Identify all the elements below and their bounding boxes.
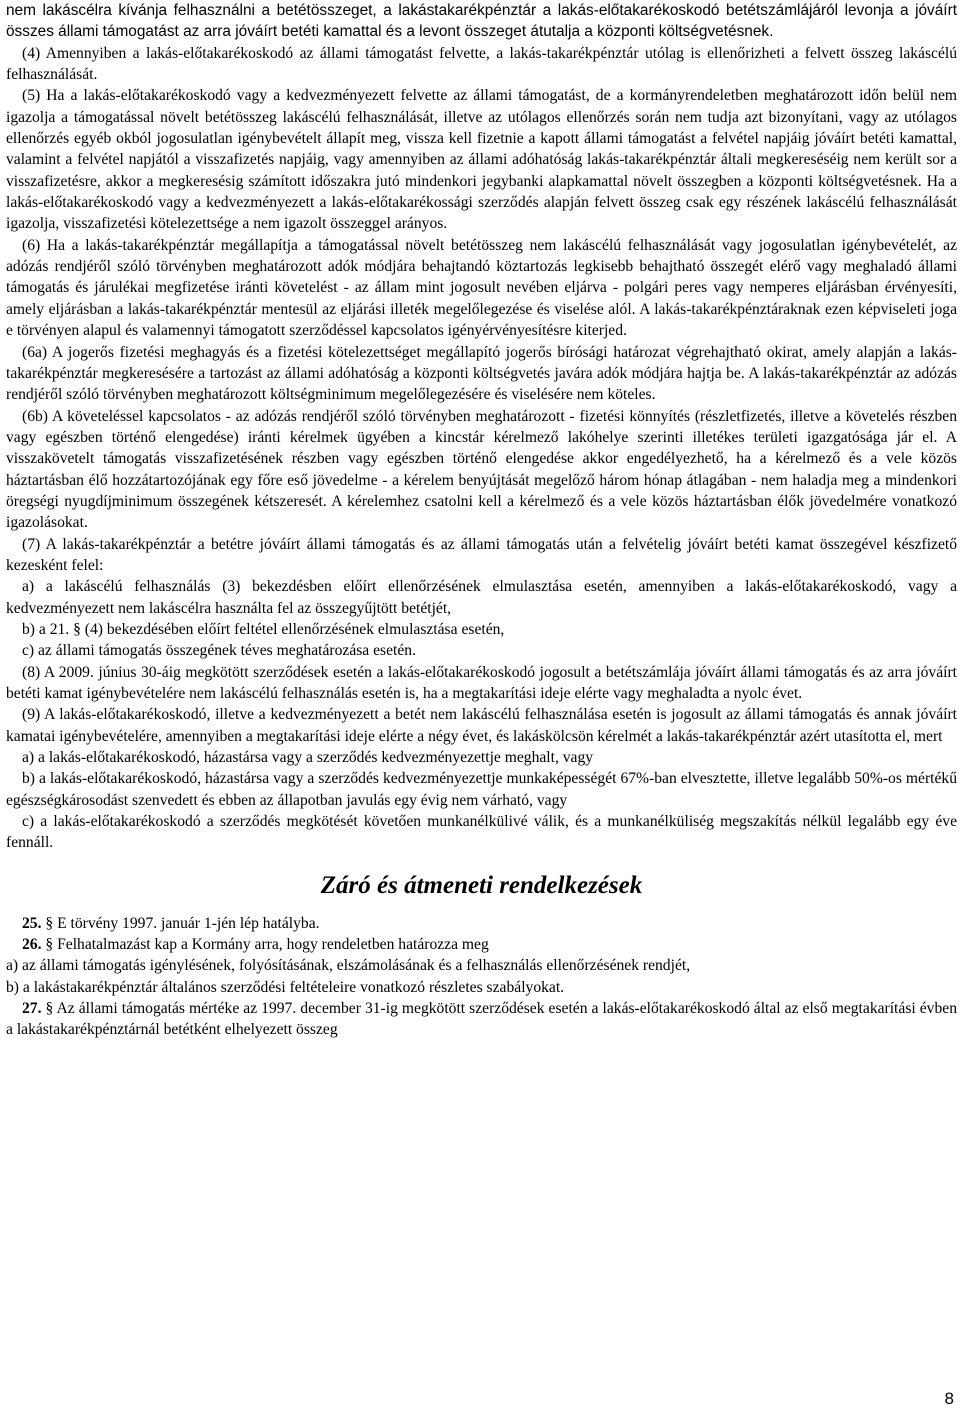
- section-heading: Záró és átmeneti rendelkezések: [320, 871, 643, 899]
- section-26: [6, 934, 957, 955]
- paragraph-6: (6) Ha a lakás-takarékpénztár megállapítja a támogatással növelt betétösszeg nem lakáscélú felhasználását vagy jogosulatlan igénybevételét, az adózás rendjéről szóló törvényben meghatározott adók módjára behajtandó köztartozás legkisebb behajtható összegét elérő vagy meghaladó állami támogatás és járulékai megfizetése iránti követelést - az állam mint jogosult nevében eljárva - polgári peres vagy nemperes eljárásban érvényesíti, amely eljárásban a lakás-takarékpénztár mentesül az eljárási illeték megelőlegezése és viselése alól. A lakás-takarékpénztáraknak ezen képviseleti joga e törvényen alapul és valamennyi támogatott szerződéssel kapcsolatos igényérvényesítésre kiterjed.: [6, 236, 957, 340]
- paragraph-7-item-c: c) az állami támogatás összegének téves meghatározása esetén.: [22, 642, 416, 660]
- page-number: 8: [944, 1389, 954, 1408]
- section-25: [6, 913, 957, 934]
- section-26-number: 26.: [22, 936, 42, 954]
- section-27-number: 27.: [22, 1000, 42, 1018]
- section-27: [6, 998, 957, 1041]
- paragraph-8: (8) A 2009. június 30-áig megkötött szerződések esetén a lakás-előtakarékoskodó jogosult a betétszámlája jóváírt állami támogatás és az arra jóváírt betéti kamat igénybevételére nem lakáscélú felhasználás esetén is, ha a megtakarítási ideje elérte vagy meghaladta a nyolc évet.: [6, 663, 957, 702]
- paragraph-9: (9) A lakás-előtakarékoskodó, illetve a kedvezményezett a betét nem lakáscélú felhasználása esetén is jogosult az állami támogatás és annak jóváírt kamatai igénybevételére, amennyiben a megtakarítási ideje elérte a négy évet, és lakáskölcsön kérelmét a lakás-takarékpénztár azért utasította el, mert: [6, 706, 957, 745]
- section-26-text: § Felhatalmazást kap a Kormány arra, hogy rendeletben határozza meg: [45, 936, 489, 954]
- paragraph-7-item-b: b) a 21. § (4) bekezdésében előírt feltétel ellenőrzésének elmulasztása esetén,: [22, 620, 505, 638]
- section-27-text: § Az állami támogatás mértéke az 1997. december 31-ig megkötött szerződések esetén a lakás-előtakarékoskodó által az első megtakarítási évben a lakástakarékpénztárnál betétként elhelyezett összeg: [6, 1000, 957, 1039]
- section-26-item-b: b) a lakástakarékpénztár általános szerződési feltételeire vonatkozó részletes szabályokat.: [6, 978, 565, 996]
- section-26-item-a: a) az állami támogatás igénylésének, folyósításának, elszámolásának és a felhasználás ellenőrzésének rendjét,: [6, 957, 691, 975]
- section-25-text: § E törvény 1997. január 1-jén lép hatályba.: [45, 914, 320, 932]
- paragraph-9-item-c: c) a lakás-előtakarékoskodó a szerződés megkötését követően munkanélkülivé válik, és a munkanélküliség megszakítás nélkül legalább egy éve fennáll.: [6, 813, 957, 852]
- paragraph-7: (7) A lakás-takarékpénztár a betétre jóváírt állami támogatás és az állami támogatás után a felvételig jóváírt betéti kamat összegével készfizető kezesként felel:: [6, 535, 957, 574]
- document-page: [6, 0, 957, 1041]
- paragraph-continuation: nem lakáscélra kívánja felhasználni a betétösszeget, a lakástakarékpénztár a lakás-előtakarékoskodó betétszámlájáról levonja a jóváírt összes állami támogatást az arra jóváírt betéti kamattal és a levont összeget átutalja a központi költségvetésnek.: [6, 2, 957, 41]
- paragraph-9-item-a: a) a lakás-előtakarékoskodó, házastársa vagy a szerződés kedvezményezettje meghalt, vagy: [22, 749, 594, 767]
- paragraph-5: (5) Ha a lakás-előtakarékoskodó vagy a kedvezményezett felvette az állami támogatást, de a kormányrendeletben meghatározott időn belül nem igazolja a támogatással növelt betétösszeg lakáscélú felhasználását, illetve az utólagos ellenőrzés során nem tudja azt bizonyítani, vagy az utólagos ellenőrzés egyéb okból jogosulatlan igénybevételt állapít meg, vissza kell fizetnie a kapott állami támogatást a felvétel napjáig jóváírt betéti kamattal, valamint a felvétel napjától a visszafizetés napjáig, vagy amennyiben az állami adóhatóság lakás-takarékpénztár általi megkereséséig nem került sor a visszafizetésre, akkor a megkeresésig számított időszakra jutó mindenkori jegybanki alapkamattal növelt összegben a központi költségvetésnek. Ha a lakás-előtakarékoskodó vagy a kedvezményezett a lakás-előtakarékossági szerződés alapján felvett összeg csak egy részének lakáscélú felhasználását igazolja, visszafizetési kötelezettsége a nem igazolt összeggel arányos.: [6, 87, 957, 233]
- section-25-number: 25.: [22, 914, 42, 932]
- paragraph-6b: (6b) A követeléssel kapcsolatos - az adózás rendjéről szóló törvényben meghatározott - fizetési könnyítés (részletfizetés, illetve a követelés részben vagy egészben történő elengedése) iránti kérelmek ügyében a kincstár kérelmező lakóhelye szerinti illetékes területi igazgatósága jár el. A visszakövetelt támogatás visszafizetésének részben vagy egészben történő elengedése akkor engedélyezhető, ha a kérelmező és a vele közös háztartásban élő hozzátartozójának egy főre eső jövedelme - a kérelem benyújtását megelőző három hónap átlagában - nem haladja meg a mindenkori öregségi nyugdíjminimum összegének kétszeresét. A kérelemhez csatolni kell a kérelmező és a vele közös háztartásban élők jövedelmére vonatkozó igazolásokat.: [6, 407, 957, 532]
- paragraph-7-item-a: a) a lakáscélú felhasználás (3) bekezdésben előírt ellenőrzésének elmulasztása esetén, amennyiben a lakás-előtakarékoskodó, vagy a kedvezményezett nem lakáscélra használta fel az összegyűjtött betétjét,: [6, 578, 957, 617]
- paragraph-9-item-b: b) a lakás-előtakarékoskodó, házastársa vagy a szerződés kedvezményezettje munkaképességét 67%-ban elvesztette, illetve legalább 50%-os mértékű egészségkárosodást szenvedett és ebben az állapotban javulás egy évig nem várható, vagy: [6, 770, 957, 809]
- paragraph-4: (4) Amennyiben a lakás-előtakarékoskodó az állami támogatást felvette, a lakás-takarékpénztár utólag is ellenőrizheti a felvett összeg lakáscélú felhasználását.: [6, 44, 957, 84]
- paragraph-6a: (6a) A jogerős fizetési meghagyás és a fizetési kötelezettséget megállapító jogerős bírósági határozat végrehajtható okirat, amely alapján a lakás-takarékpénztár megkeresésére a tartozást az állami adóhatóság a központi költségvetés javára adók módjára hajtja be. A lakás-takarékpénztár az adózás rendjéről szóló törvényben meghatározott költségminimum megelőlegezésére és viselésére nem köteles.: [6, 343, 957, 404]
